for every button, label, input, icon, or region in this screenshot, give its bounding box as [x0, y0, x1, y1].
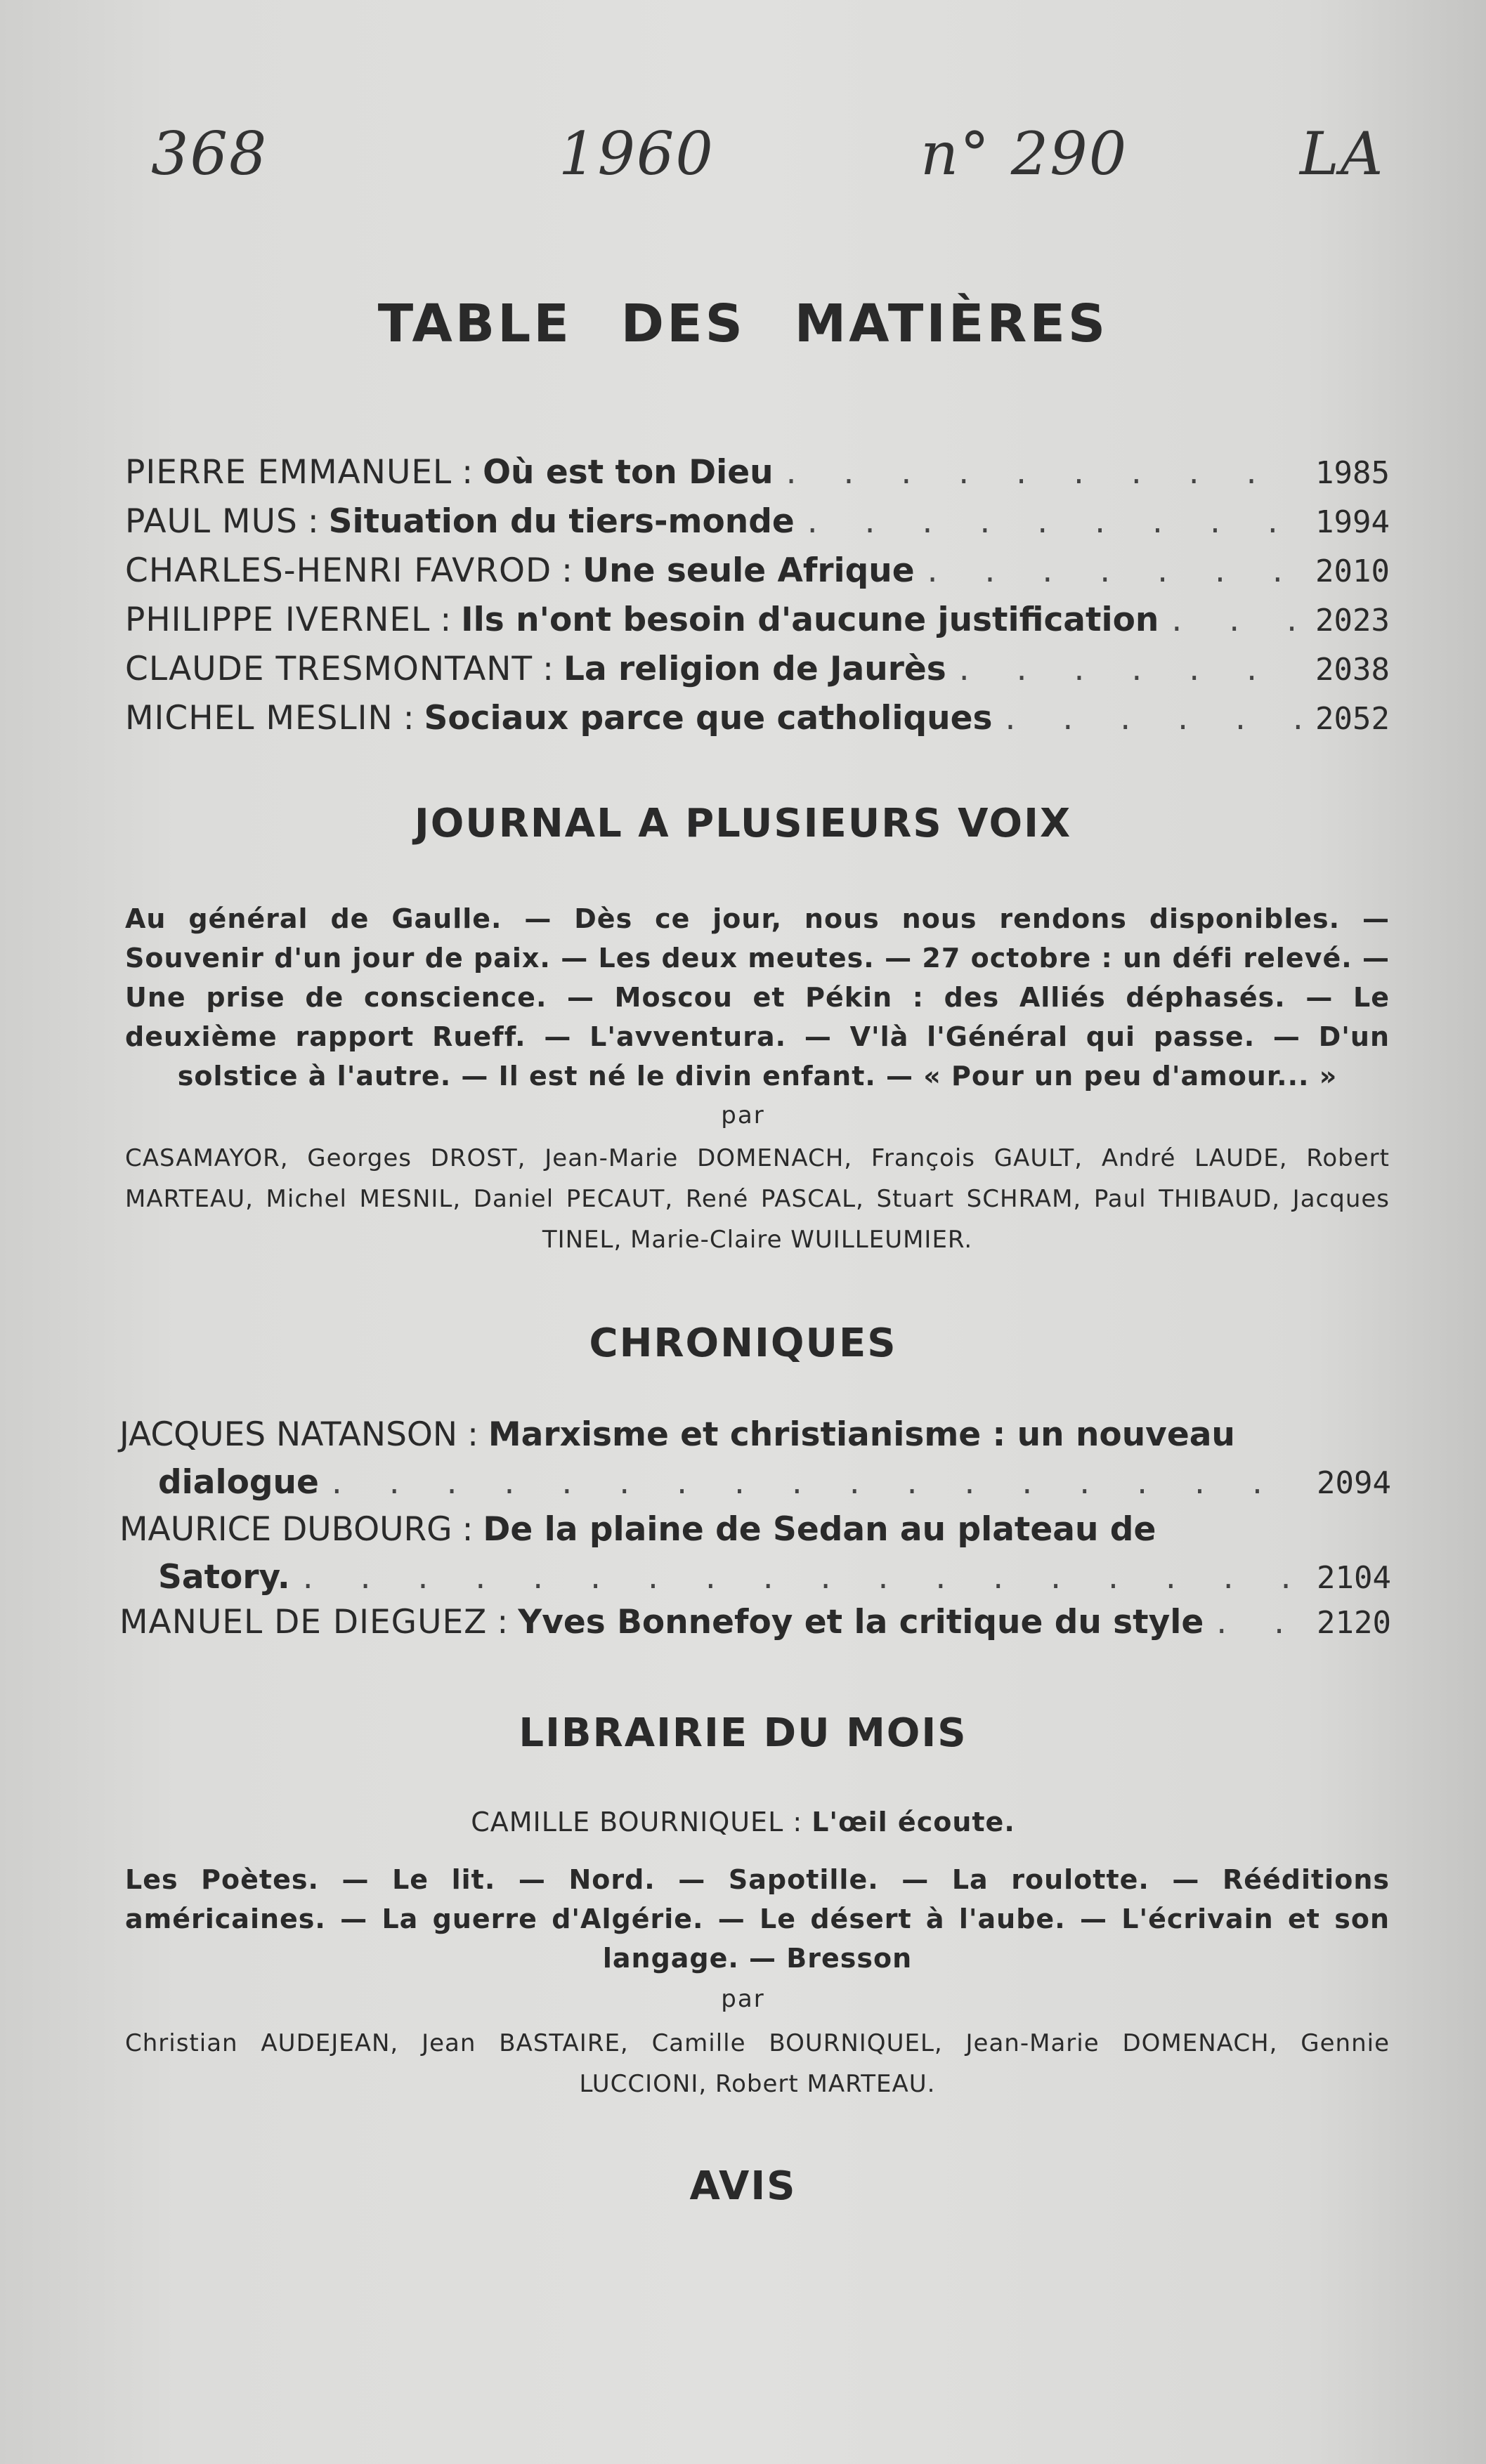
toc-entry: MICHEL MESLIN : Sociaux parce que catholiques . . . 2052 — [125, 699, 1390, 747]
entry-title: Sociaux parce que catholiques — [424, 699, 993, 738]
entry-author: MANUEL DE DIEGUEZ — [119, 1603, 488, 1641]
entry-title: Situation du tiers-monde — [328, 502, 795, 541]
entry-author: MAURICE DUBOURG — [119, 1510, 452, 1549]
entry-author: PIERRE EMMANUEL — [125, 453, 452, 492]
feature-title: L'œil écoute. — [812, 1807, 1015, 1837]
entry-title-cont: dialogue — [158, 1463, 319, 1502]
entry-title-cont: Satory. — [158, 1558, 290, 1597]
journal-contributors: CASAMAYOR, Georges DROST, Jean-Marie DOMENACH, François GAULT, André LAUDE, Robert MARTEAU, Michel MESNIL, Daniel PECAUT, René PASCAL, Stuart SCHRAM, Paul THIBAUD, Jacques TINEL, Marie-Claire WUILLEUMIER. — [125, 1144, 1390, 1254]
toc-entry: PHILIPPE IVERNEL : Ils n'ont besoin d'aucune justification . . . 2023 — [125, 601, 1390, 648]
avis-heading: AVIS — [689, 2163, 797, 2209]
entry-page: 1985 — [1315, 455, 1390, 491]
toc-entry: CLAUDE TRESMONTANT : La religion de Jaurès . . . 2038 — [125, 650, 1390, 697]
librairie-topics: Les Poètes. — Le lit. — Nord. — Sapotille. — La roulotte. — Rééditions américaines. — La guerre d'Algérie. — Le désert à l'aube. — L'écrivain et son langage. — Bresson — [125, 1864, 1390, 1974]
entry-title: Ils n'ont besoin d'aucune justification — [461, 601, 1159, 639]
chronique-entry: MANUEL DE DIEGUEZ : Yves Bonnefoy et la critique du style . . . 2120 — [119, 1603, 1391, 1651]
entry-page: 1994 — [1315, 504, 1390, 540]
entry-page: 2120 — [1317, 1605, 1391, 1641]
entry-author: CHARLES-HENRI FAVROD — [125, 551, 552, 590]
chroniques-heading: CHRONIQUES — [589, 1321, 897, 1366]
librairie-heading: LIBRAIRIE DU MOIS — [519, 1710, 967, 1756]
chronique-entry-cont — [119, 1558, 1391, 1606]
entry-page: 2052 — [1315, 701, 1390, 737]
chronique-entry: JACQUES NATANSON : Marxisme et christianisme : un nouveau — [119, 1415, 1235, 1454]
entry-page: 2010 — [1315, 553, 1390, 589]
entry-author: MICHEL MESLIN — [125, 699, 393, 738]
entry-page: 2104 — [1317, 1560, 1391, 1596]
entry-author: PAUL MUS — [125, 502, 298, 541]
entry-page: 2094 — [1317, 1465, 1391, 1501]
toc-entry: CHARLES-HENRI FAVROD : Une seule Afrique . . . 2010 — [125, 551, 1390, 599]
journal-heading: JOURNAL A PLUSIEURS VOIX — [414, 801, 1072, 846]
entry-title: Où est ton Dieu — [483, 453, 774, 492]
entry-title: De la plaine de Sedan au plateau de — [483, 1510, 1156, 1549]
librairie-feature: CAMILLE BOURNIQUEL : L'œil écoute. — [471, 1807, 1015, 1837]
chronique-entry-cont — [119, 1463, 1391, 1511]
journal-topics: Au général de Gaulle. — Dès ce jour, nous nous rendons disponibles. — Souvenir d'un jour de paix. — Les deux meutes. — 27 octobre : un défi relevé. — Une prise de conscience. — Moscou et Pékin : des Alliés déphasés. — Le deuxième rapport Rueff. — L'avventura. — V'là l'Général qui passe. — D'un solstice à l'autre. — Il est né le divin enfant. — « Pour un peu d'amour... » — [125, 903, 1390, 1092]
entry-title: Une seule Afrique — [582, 551, 915, 590]
librairie-contributors: Christian AUDEJEAN, Jean BASTAIRE, Camille BOURNIQUEL, Jean-Marie DOMENACH, Gennie LUCCIONI, Robert MARTEAU. — [125, 2029, 1390, 2098]
handwritten-page-ref: 368 — [151, 119, 268, 188]
entry-author: CLAUDE TRESMONTANT — [125, 650, 533, 688]
entry-author: PHILIPPE IVERNEL — [125, 601, 431, 639]
handwritten-year: 1960 — [559, 119, 715, 188]
entry-title: Marxisme et christianisme : un nouveau — [488, 1415, 1235, 1454]
toc-entry: PAUL MUS : Situation du tiers-monde . . . 1994 — [125, 502, 1390, 550]
journal-par: par — [721, 1101, 765, 1129]
librairie-par: par — [721, 1985, 765, 2013]
handwritten-issue: n° 290 — [920, 119, 1128, 188]
feature-author: CAMILLE BOURNIQUEL — [471, 1807, 784, 1837]
entry-page: 2038 — [1315, 652, 1390, 688]
toc-entry: PIERRE EMMANUEL : Où est ton Dieu . . . 1985 — [125, 453, 1390, 501]
entry-title: La religion de Jaurès — [563, 650, 946, 688]
handwritten-mark: LA — [1300, 119, 1385, 188]
entry-author: JACQUES NATANSON — [119, 1415, 458, 1454]
entry-title: Yves Bonnefoy et la critique du style — [518, 1603, 1204, 1641]
entry-page: 2023 — [1315, 603, 1390, 638]
page-title: TABLE DES MATIÈRES — [377, 294, 1109, 354]
chronique-entry: MAURICE DUBOURG : De la plaine de Sedan au plateau de — [119, 1510, 1156, 1549]
